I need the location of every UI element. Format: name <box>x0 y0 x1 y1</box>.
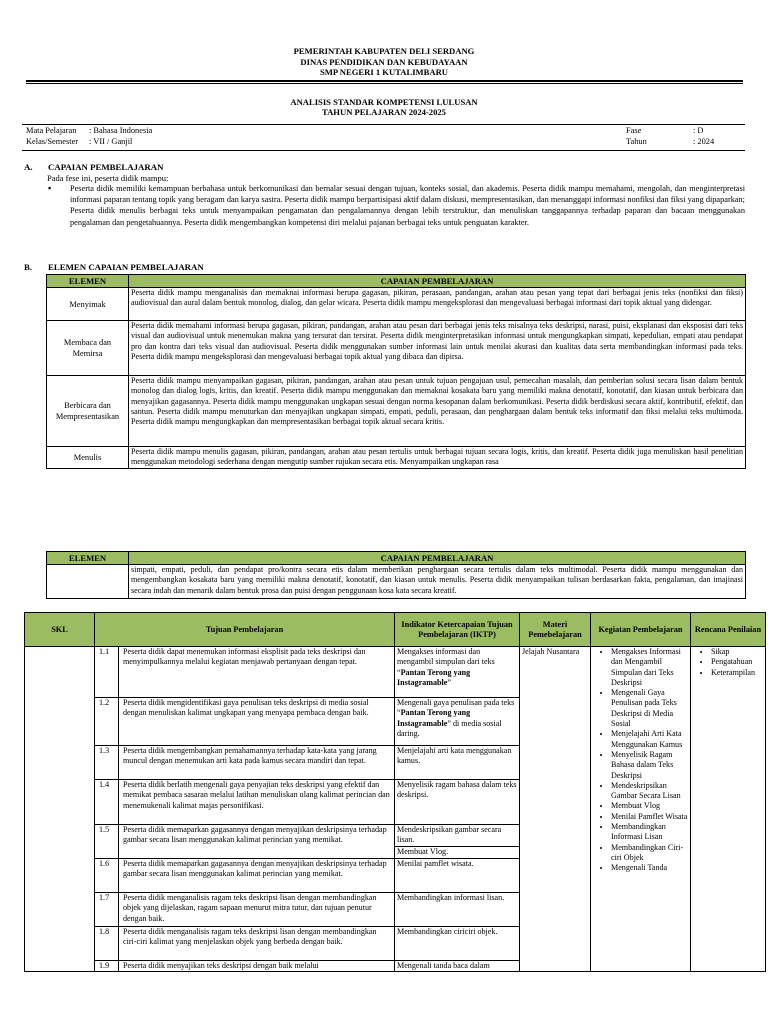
col-skl-header: SKL <box>25 613 95 647</box>
skl-table <box>24 612 766 972</box>
elemen-row <box>47 376 746 447</box>
letterhead-rule <box>26 80 743 82</box>
kelas-label: Kelas/Semester <box>26 136 79 146</box>
iktp-text: Membandingkan ciriciri objek. <box>395 927 520 961</box>
list-item: • Membuat Vlog <box>611 801 688 811</box>
col-kegiatan-header: Kegiatan Pembelajaran <box>591 613 691 647</box>
letterhead-line-1: PEMERINTAH KABUPATEN DELI SERDANG <box>293 46 475 56</box>
list-item: • Sikap <box>711 647 763 657</box>
section-a-title: CAPAIAN PEMBELAJARAN <box>48 162 164 172</box>
elemen-capaian: Peserta didik mampu menganalisis dan memaknai informasi berupa gagasan, pikiran, perasaan, pandangan, arahan atau pesan yang tepat dari berbagai jenis teks (nonfiksi dan fiksi) audiovisual dan aural dalam bentuk monolog, dialog, dan gelar wicara. Peserta didik mampu mengeksplorasi dan mengevaluasi berbagai informasi dari topik aktual yang didengar. <box>129 288 746 321</box>
fase-value: : D <box>693 126 704 135</box>
list-item: • Keterampilan <box>711 668 763 678</box>
meta-top-rule <box>22 124 745 125</box>
col-penilaian-header: Rencana Penilaian <box>691 613 766 647</box>
document-title-line-1: ANALISIS STANDAR KOMPETENSI LULUSAN <box>290 97 478 107</box>
tp-text: Peserta didik menganalisis ragam teks deskripsi lisan dengan membandingkan objek yang dijelaskan, ragam sapaan menurut mitra tutur, dan tujuan penutur dengan baik. <box>119 893 395 927</box>
elemen-capaian: Peserta didik mampu menulis gagasan, pikiran, pandangan, arahan atau pesan tertulis untuk berbagai tujuan secara logis, kritis, dan kreatif. Peserta didik juga menuliskan hasil penelitian menggunakan metodologi sederhana dengan mengutip sumber rujukan secara etis. Menyampaikan ungkapan rasa <box>129 447 746 469</box>
meta-left <box>26 126 152 147</box>
penilaian-cell <box>691 647 766 972</box>
iktp-text-part: Mengenali gaya penulisan pada teks “ <box>397 698 515 718</box>
section-a-bullet-text: Peserta didik memiliki kemampuan berbahasa untuk berkomunikasi dan bernalar sesuai dengan tujuan, konteks sosial, dan akademis. Peserta didik mampu memahami, mengolah, dan menginterpretasi informasi paparan tentang topik yang beragam dan karya sastra. Peserta didik mampu berpartisipasi aktif dalam diskusi, mempresentasikan, dan menanggapi informasi nonfiksi dan fiksi yang dipaparkan; Peserta didik menulis berbagai teks untuk menyampaikan pengamatan dan pengalamannya dengan lebih terstruktur, dan menuliskan tanggapannya terhadap paparan dan bacaan menggunakan pengalaman dan pengetahuannya. Peserta didik mengembangkan kompetensi diri melalui pajanan berbagai teks untuk penguatan karakter. <box>70 184 745 227</box>
list-item: • Mengenali Gaya Penulisan pada Teks Deskripsi di Media Sosial <box>611 688 688 729</box>
elemen-row <box>47 447 746 469</box>
tp-text: Peserta didik menganalisis ragam teks deskripsi lisan dengan membandingkan ciri-ciri kalimat yang menjelaskan objek yang berbeda dengan baik. <box>119 927 395 961</box>
list-item: • Mengenali Tanda <box>611 863 688 873</box>
iktp-text <box>395 698 520 746</box>
col-iktp-header: Indikator Ketercapaian Tujuan Pembelajaran (IKTP) <box>395 613 520 647</box>
bullet-square-icon: ▪ <box>48 183 52 193</box>
fase-label: Fase <box>626 126 642 135</box>
elemen-row <box>47 321 746 376</box>
letterhead-line-3: SMP NEGERI 1 KUTALIMBARU <box>319 67 449 77</box>
tp-number: 1.5 <box>95 825 119 859</box>
tahun-label: Tahun <box>626 136 647 146</box>
elemen-table-header-continued <box>47 552 746 565</box>
elemen-capaian: Peserta didik mampu menyampaikan gagasan, pikiran, pandangan, arahan atau pesan untuk tujuan pengajuan usul, pemecahan masalah, dan pemberian solusi secara lisan dalam bentuk monolog dan dialog logis, kritis, dan kreatif. Peserta didik mampu menggunakan dan memaknai kosakata baru yang memiliki makna denotatif, konotatif, dan kiasan untuk berbicara dan menyajikan gagasannya. Peserta didik mampu menggunakan ungkapan sesuai dengan norma kesopanan dalam berkomunikasi. Peserta didik berdiskusi secara aktif, kontributif, efektif, dan santun. Peserta didik mampu menuturkan dan menyajikan ungkapan simpati, empati, peduli, perasaan, dan penghargaan dalam bentuk teks informatif dan fiksi melalui teks multimoda. Peserta didik mampu mengungkapkan dan mempresentasikan berbagai topik aktual secara kritis. <box>129 376 746 447</box>
col-materi-header: Materi Pemebelajaran <box>520 613 591 647</box>
mapel-value: : Bahasa Indonesia <box>89 126 153 135</box>
tp-text: Peserta didik mengembangkan pemahamannya terhadap kata-kata yang jarang muncul dengan menemukan arti kata pada kamus secara mandiri dan tepat. <box>119 746 395 780</box>
elemen-name: Membaca dan Memirsa <box>47 321 129 376</box>
elemen-row <box>47 565 746 599</box>
elemen-name: Berbicara dan Mempresentasikan <box>47 376 129 447</box>
iktp-text: Menjelajahi arti kata menggunakan kamus. <box>395 746 520 780</box>
document-title <box>0 97 768 117</box>
tp-text: Peserta didik berlatih mengenali gaya penyajian teks deskripsi yang efektif dan memikat pembaca sasaran melalui latihan menuliskan ulang kalimat perincian dan menemukenali kalimat majas personifikasi. <box>119 780 395 825</box>
skl-table-header <box>25 613 766 647</box>
tp-text: Peserta didik mengidentifikasi gaya penulisan teks deskripsi di media sosial dengan menuliskan kalimat ungkapan yang menyapa pembaca dengan baik. <box>119 698 395 746</box>
section-b-number: B. <box>24 262 33 272</box>
letterhead-rule-thin <box>26 83 743 84</box>
tp-number: 1.4 <box>95 780 119 825</box>
list-item: • Menjelajahi Arti Kata Menggunakan Kamus <box>611 729 688 750</box>
list-item: • Pengatahuan <box>711 657 763 667</box>
mapel-label: Mata Pelajaran <box>26 126 77 135</box>
col-elemen-header: ELEMEN <box>47 275 129 288</box>
kelas-value: : VII / Ganjil <box>89 136 133 146</box>
list-item: • Mengakses Informasi dan Mengambil Simpulan dari Teks Deskripsi <box>611 647 688 688</box>
iktp-bold-title: Pantan Terong yang Instagramable <box>397 708 471 728</box>
elemen-capaian: Peserta didik memahami informasi berupa gagasan, pikiran, pandangan, arahan atau pesan dari berbagai jenis teks misalnya teks deskripsi, narasi, puisi, eksplanasi dan eksposisi dari teks visual dan audiovisual untuk menemukan makna yang tersurat dan tersirat. Peserta didik menginterpretasikan informasi untuk mengungkapkan simpati, kepedulian, empati atau pendapat pro dan kontra dari teks visual dan audiovisual. Peserta didik menggunakan sumber informasi lain untuk menilai akurasi dan kualitas data serta membandingkan informasi pada teks. Peserta didik mampu mengeksplorasi dan mengevaluasi berbagai topik aktual yang dibaca dan dipirsa. <box>129 321 746 376</box>
tp-number: 1.6 <box>95 859 119 893</box>
elemen-table <box>46 274 746 469</box>
tp-number: 1.2 <box>95 698 119 746</box>
elemen-row <box>47 288 746 321</box>
iktp-text: Menilai pamflet wisata. <box>395 859 520 893</box>
list-item: • Membandingkan Ciri-ciri Objek <box>611 843 688 864</box>
iktp-text: Menyelisik ragam bahasa dalam teks deskripsi. <box>395 780 520 825</box>
table-row <box>25 647 766 698</box>
letterhead-line-2: DINAS PENDIDIKAN DAN KEBUDAYAAN <box>300 56 468 67</box>
elemen-table-continued <box>46 551 746 599</box>
elemen-name-empty <box>47 565 129 599</box>
list-item: • Membandingkan Informasi Lisan <box>611 822 688 843</box>
tp-number: 1.9 <box>95 961 119 972</box>
list-item: • Mendeskripsikan Gambar Secara Lisan <box>611 781 688 802</box>
penilaian-list <box>693 647 763 678</box>
iktp-text <box>395 825 520 859</box>
iktp-bold-title: Pantan Terong yang Instagramable <box>397 667 471 687</box>
tp-text: Peserta didik memaparkan gagasannya dengan menyajikan deskripsinya terhadap gambar secara lisan menggunakan kalimat perincian yang memikat. <box>119 825 395 859</box>
kegiatan-cell <box>591 647 691 972</box>
col-elemen-header: ELEMEN <box>47 552 129 565</box>
elemen-table-header <box>47 275 746 288</box>
tp-number: 1.3 <box>95 746 119 780</box>
tp-number: 1.7 <box>95 893 119 927</box>
meta-right <box>626 126 714 147</box>
elemen-capaian-continued: simpati, empati, peduli, dan pendapat pro/kontra secara etis dalam memberikan penghargaan secara tertulis dalam teks multimodal. Peserta didik mampu menggunakan dan mengembangkan kosakata baru yang memiliki makna denotatif, konotatif, dan kiasan untuk menulis. Peserta didik menyampaikan tulisan berdasarkan fakta, pengalaman, dan imajinasi secara indah dan menarik dalam bentuk prosa dan puisi dengan penggunaan kosa kata secara kreatif. <box>129 565 746 599</box>
list-item: • Menilai Pamflet Wisata <box>611 812 688 822</box>
tp-text: Peserta didik memaparkan gagasannya dengan menyajikan deskripsinya terhadap gambar secara lisan menggunakan kalimat perincian yang memikat. <box>119 859 395 893</box>
kegiatan-list <box>593 647 688 874</box>
iktp-text-part: ” di media sosial daring. <box>397 718 502 738</box>
meta-bottom-rule <box>22 150 745 151</box>
iktp-line-extra: Membuat Vlog. <box>395 846 519 857</box>
tp-text: Peserta didik dapat menemukan informasi eksplisit pada teks deskripsi dan menyimpulkannya melalui kegiatan menjawab pertanyaan dengan tepat. <box>119 647 395 698</box>
section-a-bullet <box>48 183 745 228</box>
col-capaian-header: CAPAIAN PEMBELAJARAN <box>129 552 746 565</box>
list-item: • Menyelisik Ragam Bahasa dalam Teks Deskripsi <box>611 750 688 781</box>
iktp-text <box>395 647 520 698</box>
iktp-text: Mengenali tanda baca dalam <box>395 961 520 972</box>
tahun-value: : 2024 <box>693 136 715 146</box>
tp-number: 1.1 <box>95 647 119 698</box>
section-a-number: A. <box>24 162 33 172</box>
section-b-heading <box>24 262 204 272</box>
section-b-title: ELEMEN CAPAIAN PEMBELAJARAN <box>48 262 204 272</box>
iktp-text: Membandingkan informasi lisan. <box>395 893 520 927</box>
section-a-intro: Pada fese ini, peserta didik mampu: <box>47 173 169 183</box>
elemen-name: Menulis <box>47 447 129 469</box>
col-capaian-header: CAPAIAN PEMBELAJARAN <box>129 275 746 288</box>
materi-cell: Jelajah Nusantara <box>520 647 591 972</box>
iktp-line: Mendeskripsikan gambar secara lisan. <box>397 825 502 845</box>
elemen-name: Menyimak <box>47 288 129 321</box>
col-tp-header: Tujuan Pembelajaran <box>95 613 395 647</box>
iktp-text-part: ” <box>447 677 451 687</box>
section-a-heading <box>24 162 163 172</box>
tp-number: 1.8 <box>95 927 119 961</box>
document-title-line-2: TAHUN PELAJARAN 2024-2025 <box>322 107 446 117</box>
tp-text: Peserta didik menyajikan teks deskripsi dengan baik melalui <box>119 961 395 972</box>
skl-cell <box>25 647 95 972</box>
iktp-text-part: Mengakses informasi dan mengambil simpulan dari teks “ <box>397 647 495 677</box>
letterhead <box>0 46 768 78</box>
